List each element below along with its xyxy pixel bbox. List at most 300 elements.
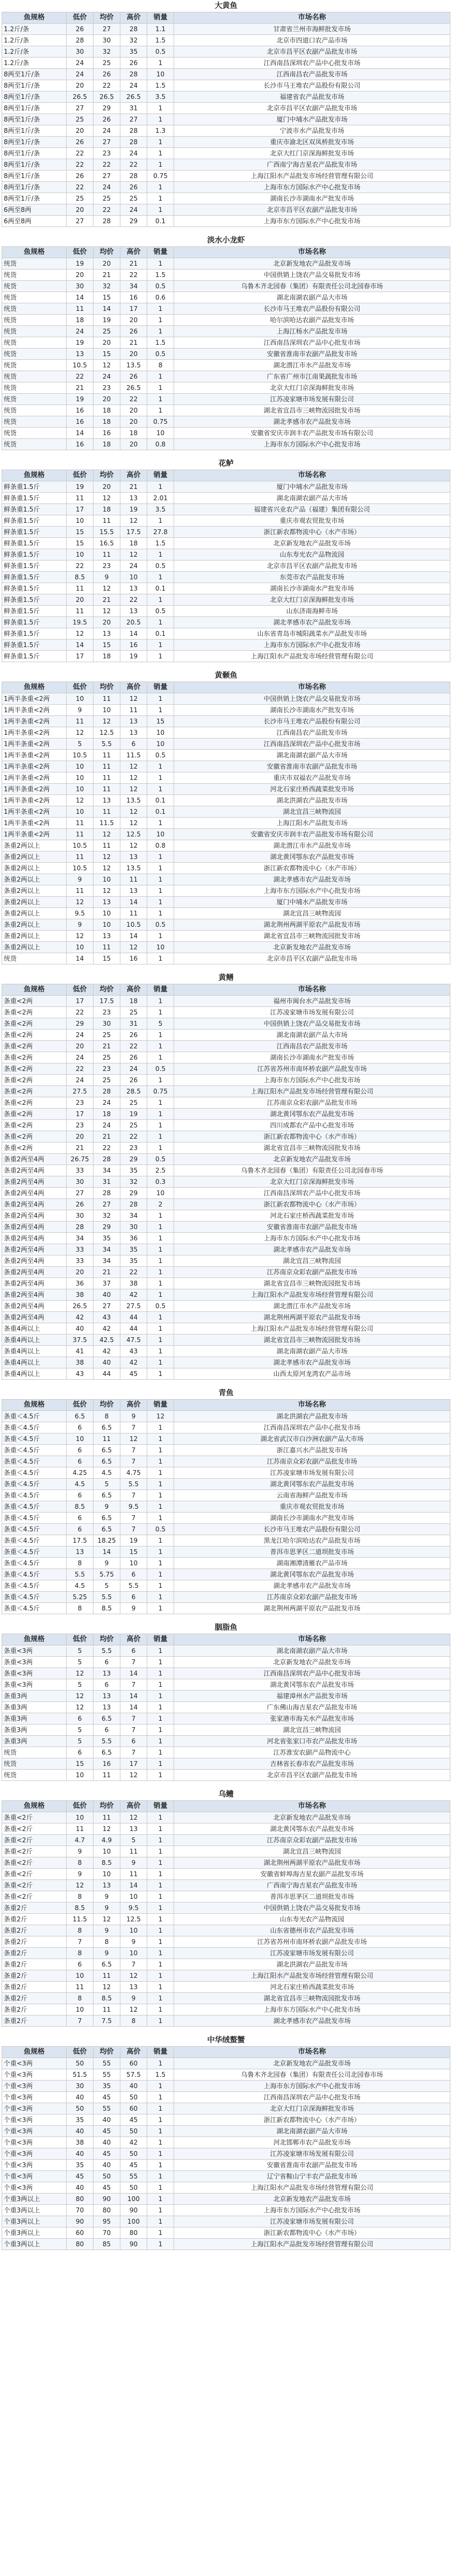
volume-cell: 2.5: [147, 1165, 174, 1176]
market-name-cell: 湖北孝感市农产品批发市场: [174, 416, 450, 428]
table-row: [2, 795, 450, 806]
volume-cell: 1: [147, 851, 174, 863]
high-price-cell: 9: [120, 1603, 147, 1614]
avg-price-cell: 14: [94, 1546, 120, 1558]
table-row: [2, 394, 450, 405]
spec-cell: 个重<3两: [2, 2081, 67, 2092]
low-price-cell: 51.5: [67, 2069, 94, 2081]
avg-price-cell: 28: [94, 1188, 120, 1199]
market-name-cell: 湖南长沙市湖南水产批发市场: [174, 705, 450, 716]
avg-price-cell: 44: [94, 1368, 120, 1380]
market-name-cell: 浙江新农都物流中心（水产市场）: [174, 2227, 450, 2239]
price-table: [2, 1387, 450, 1614]
spec-cell: 条重3两: [2, 1736, 67, 1747]
market-name-cell: 安徽省淮南市农副产品批发市场: [174, 1222, 450, 1233]
high-price-cell: 13: [120, 716, 147, 727]
avg-price-cell: 30: [94, 35, 120, 46]
spec-cell: 个重<3两: [2, 2160, 67, 2171]
volume-cell: 1: [147, 897, 174, 908]
low-price-cell: 22: [67, 560, 94, 572]
market-name-cell: 山东寿光农产品物流园: [174, 549, 450, 560]
avg-price-cell: 13: [94, 1668, 120, 1679]
volume-cell: 1: [147, 1120, 174, 1131]
volume-cell: 1: [147, 1222, 174, 1233]
low-price-cell: 60: [67, 2227, 94, 2239]
spec-cell: 条重2斤: [2, 1970, 67, 1982]
volume-cell: 1: [147, 1736, 174, 1747]
market-name-cell: 湖北宜昌三峡物流园: [174, 806, 450, 818]
spec-cell: 条重＜4.5斤: [2, 1445, 67, 1456]
high-price-cell: 5: [120, 1835, 147, 1846]
high-price-cell: 7: [120, 1490, 147, 1501]
high-price-cell: 60: [120, 2103, 147, 2114]
high-price-cell: 90: [120, 2205, 147, 2216]
spec-cell: 条重2两至4两: [2, 1210, 67, 1222]
spec-cell: 1两半条重<2两: [2, 806, 67, 818]
low-price-cell: 33: [67, 1165, 94, 1176]
avg-price-cell: 45: [94, 2092, 120, 2103]
avg-price-cell: 10: [94, 908, 120, 919]
volume-cell: 1.3: [147, 125, 174, 137]
low-price-cell: 8: [67, 1993, 94, 2004]
high-price-cell: 18: [120, 428, 147, 439]
header-row: [2, 2047, 450, 2058]
avg-price-cell: 18: [94, 651, 120, 662]
table-row: [2, 1713, 450, 1725]
table-row: [2, 919, 450, 931]
avg-price-cell: 70: [94, 2227, 120, 2239]
market-name-cell: 湖南长沙市湖南水产批发市场: [174, 1513, 450, 1524]
market-name-cell: 河北石家庄桥西蔬菜批发市场: [174, 784, 450, 795]
market-name-cell: 湖北黄冈鄂东农产品批发市场: [174, 851, 450, 863]
market-name-cell: 山西太原河龙湾农产品市场: [174, 1368, 450, 1380]
market-name-cell: 甘肃省兰州市海鲜批发市场: [174, 24, 450, 35]
avg-price-cell: 32: [94, 1210, 120, 1222]
volume-cell: 0.5: [147, 560, 174, 572]
table-row: [2, 1267, 450, 1278]
volume-cell: 2.01: [147, 493, 174, 504]
spec-cell: 统货: [2, 405, 67, 416]
avg-price-cell: 23: [94, 148, 120, 159]
volume-cell: 1: [147, 2148, 174, 2160]
market-name-cell: 上海江阳水产品批发市场经营管理有限公司: [174, 1970, 450, 1982]
volume-cell: 1: [147, 1456, 174, 1467]
avg-price-cell: 6: [94, 1725, 120, 1736]
table-row: [2, 1914, 450, 1925]
market-name-cell: 乌鲁木齐北园春（集团）有限责任公司北园春市场: [174, 1165, 450, 1176]
low-price-cell: 24: [67, 326, 94, 337]
high-price-cell: 60: [120, 2058, 147, 2069]
high-price-cell: 24: [120, 560, 147, 572]
avg-price-cell: 34: [94, 1255, 120, 1267]
volume-cell: 1: [147, 1857, 174, 1869]
low-price-cell: 38: [67, 1357, 94, 1368]
volume-cell: 1: [147, 2194, 174, 2205]
table-row: [2, 303, 450, 315]
avg-price-cell: 27: [94, 1199, 120, 1210]
volume-cell: 1: [147, 2016, 174, 2027]
market-name-cell: 湖南湘潭清雁农产品市场: [174, 1558, 450, 1569]
table-row: [2, 2058, 450, 2069]
low-price-cell: 11: [67, 303, 94, 315]
column-header: 高价: [120, 247, 147, 258]
table-row: [2, 382, 450, 394]
low-price-cell: 14: [67, 292, 94, 303]
low-price-cell: 15: [67, 538, 94, 549]
spec-cell: 条重＜4.5斤: [2, 1592, 67, 1603]
low-price-cell: 24: [67, 1075, 94, 1086]
table-row: [2, 1255, 450, 1267]
spec-cell: 条重＜4.5斤: [2, 1479, 67, 1490]
table-row: [2, 1592, 450, 1603]
high-price-cell: 21: [120, 481, 147, 493]
avg-price-cell: 13: [94, 931, 120, 942]
market-name-cell: 湖北南湖农副产品大市场: [174, 493, 450, 504]
low-price-cell: 6: [67, 1445, 94, 1456]
volume-cell: 0.5: [147, 750, 174, 761]
volume-cell: 1: [147, 193, 174, 204]
table-row: [2, 1018, 450, 1030]
avg-price-cell: 24: [94, 1097, 120, 1109]
table-row: [2, 1188, 450, 1199]
spec-cell: 条重2两以上: [2, 863, 67, 874]
low-price-cell: 8: [67, 1891, 94, 1903]
volume-cell: 1: [147, 617, 174, 628]
market-name-cell: 湖北省宜昌市三峡物流园批发市场: [174, 1993, 450, 2004]
avg-price-cell: 11: [94, 515, 120, 527]
high-price-cell: 8: [120, 2016, 147, 2027]
market-name-cell: 厦门中埔水产品批发市场: [174, 897, 450, 908]
avg-price-cell: 27: [94, 24, 120, 35]
table-row: [2, 2171, 450, 2182]
avg-price-cell: 28: [94, 1154, 120, 1165]
table-row: [2, 148, 450, 159]
spec-cell: 条重2斤: [2, 1982, 67, 1993]
market-name-cell: 山东济南海鲜市场: [174, 606, 450, 617]
low-price-cell: 12: [67, 1702, 94, 1713]
high-price-cell: 14: [120, 1691, 147, 1702]
table-row: [2, 1535, 450, 1546]
spec-cell: 8两至1斤/条: [2, 159, 67, 171]
table-row: [2, 1736, 450, 1747]
table-row: [2, 1142, 450, 1154]
volume-cell: 1: [147, 1657, 174, 1668]
avg-price-cell: 24: [94, 1120, 120, 1131]
low-price-cell: 10: [67, 772, 94, 784]
low-price-cell: 15: [67, 1758, 94, 1770]
low-price-cell: 40: [67, 2148, 94, 2160]
high-price-cell: 6: [120, 1645, 147, 1657]
table-row: [2, 538, 450, 549]
avg-price-cell: 40: [94, 2160, 120, 2171]
volume-cell: 1: [147, 2126, 174, 2137]
volume-cell: 1: [147, 1702, 174, 1713]
high-price-cell: 19: [120, 504, 147, 515]
volume-cell: 0.1: [147, 583, 174, 594]
volume-cell: 1: [147, 1936, 174, 1948]
table-row: [2, 371, 450, 382]
avg-price-cell: 6.5: [94, 1524, 120, 1535]
table-row: [2, 1289, 450, 1301]
volume-cell: 1: [147, 640, 174, 651]
high-price-cell: 50: [120, 2126, 147, 2137]
spec-cell: 8两至1斤/条: [2, 125, 67, 137]
volume-cell: 1: [147, 159, 174, 171]
avg-price-cell: 29: [94, 1222, 120, 1233]
volume-cell: 1: [147, 1603, 174, 1614]
avg-price-cell: 34: [94, 1165, 120, 1176]
market-name-cell: 江苏凌家塘市场发展有限公司: [174, 1467, 450, 1479]
column-header: 高价: [120, 984, 147, 996]
volume-cell: 0.1: [147, 628, 174, 640]
avg-price-cell: 27: [94, 1301, 120, 1312]
high-price-cell: 16: [120, 292, 147, 303]
spec-cell: 个重<3两: [2, 2069, 67, 2081]
high-price-cell: 11: [120, 874, 147, 885]
spec-cell: 条重<2两: [2, 1018, 67, 1030]
low-price-cell: 33: [67, 1244, 94, 1255]
table-row: [2, 2182, 450, 2194]
spec-cell: 条重2两至4两: [2, 1267, 67, 1278]
volume-cell: 0.5: [147, 281, 174, 292]
avg-price-cell: 23: [94, 1007, 120, 1018]
avg-price-cell: 9: [94, 572, 120, 583]
table-row: [2, 1524, 450, 1535]
market-name-cell: 江西南昌深圳农产品中心批发市场: [174, 58, 450, 69]
avg-price-cell: 11: [94, 1434, 120, 1445]
high-price-cell: 26: [120, 326, 147, 337]
high-price-cell: 18: [120, 538, 147, 549]
spec-cell: 条重＜4.5斤: [2, 1558, 67, 1569]
avg-price-cell: 22: [94, 159, 120, 171]
low-price-cell: 18: [67, 315, 94, 326]
spec-cell: 鲜条重1.5斤: [2, 481, 67, 493]
low-price-cell: 11: [67, 493, 94, 504]
column-header: 鱼规格: [2, 1634, 67, 1645]
table-row: [2, 428, 450, 439]
spec-cell: 统货: [2, 428, 67, 439]
avg-price-cell: 5.5: [94, 739, 120, 750]
market-name-cell: 浙江新农都物流中心（水产市场）: [174, 527, 450, 538]
volume-cell: 0.5: [147, 1301, 174, 1312]
high-price-cell: 35: [120, 1244, 147, 1255]
high-price-cell: 14: [120, 1702, 147, 1713]
volume-cell: 15: [147, 716, 174, 727]
table-row: [2, 1823, 450, 1835]
market-name-cell: 湖北宜昌三峡物流园: [174, 1846, 450, 1857]
low-price-cell: 30: [67, 1210, 94, 1222]
table-row: [2, 137, 450, 148]
column-header: 鱼规格: [2, 247, 67, 258]
avg-price-cell: 13: [94, 628, 120, 640]
avg-price-cell: 12: [94, 360, 120, 371]
market-name-cell: 北京新发地农产品批发市场: [174, 2194, 450, 2205]
low-price-cell: 6: [67, 1524, 94, 1535]
avg-price-cell: 23: [94, 1063, 120, 1075]
high-price-cell: 20: [120, 439, 147, 450]
table-row: [2, 1936, 450, 1948]
low-price-cell: 8.5: [67, 1501, 94, 1513]
spec-cell: 条重2两至4两: [2, 1154, 67, 1165]
header-row: [2, 984, 450, 996]
volume-cell: 1: [147, 1097, 174, 1109]
column-header: 市场名称: [174, 984, 450, 996]
avg-price-cell: 18: [94, 439, 120, 450]
high-price-cell: 22: [120, 394, 147, 405]
avg-price-cell: 29: [94, 103, 120, 114]
table-row: [2, 1580, 450, 1592]
low-price-cell: 35: [67, 2114, 94, 2126]
low-price-cell: 8: [67, 1558, 94, 1569]
low-price-cell: 45: [67, 2171, 94, 2182]
table-row: [2, 2216, 450, 2227]
column-header: 鱼规格: [2, 470, 67, 481]
market-name-cell: 中国供销上饶农产品交易批发市场: [174, 269, 450, 281]
avg-price-cell: 35: [94, 2081, 120, 2092]
avg-price-cell: 85: [94, 2239, 120, 2250]
table-row: [2, 705, 450, 716]
spec-cell: 统货: [2, 281, 67, 292]
volume-cell: 1: [147, 303, 174, 315]
low-price-cell: 19: [67, 481, 94, 493]
spec-cell: 个重<3两: [2, 2114, 67, 2126]
high-price-cell: 47.5: [120, 1335, 147, 1346]
high-price-cell: 14: [120, 897, 147, 908]
low-price-cell: 20: [67, 1267, 94, 1278]
high-price-cell: 26: [120, 182, 147, 193]
market-name-cell: 辽宁省鞍山宁丰农产品批发市场: [174, 2171, 450, 2182]
table-row: [2, 1165, 450, 1176]
volume-cell: 1: [147, 1312, 174, 1323]
avg-price-cell: 13: [94, 795, 120, 806]
spec-cell: 1两半条重<2两: [2, 784, 67, 795]
table-row: [2, 2205, 450, 2216]
avg-price-cell: 12: [94, 493, 120, 504]
low-price-cell: 30: [67, 281, 94, 292]
avg-price-cell: 12: [94, 1823, 120, 1835]
column-header: 鱼规格: [2, 682, 67, 693]
market-name-cell: 中国供销上饶农产品交易批发市场: [174, 693, 450, 705]
table-row: [2, 416, 450, 428]
spec-cell: 鲜条重1.5斤: [2, 617, 67, 628]
table-row: [2, 772, 450, 784]
avg-price-cell: 22: [94, 1142, 120, 1154]
avg-price-cell: 6.5: [94, 1456, 120, 1467]
market-name-cell: 山东省德州市农产品批发市场: [174, 1925, 450, 1936]
market-name-cell: 浙江新农都物流中心（水产市场）: [174, 863, 450, 874]
market-name-cell: 湖北省宜昌市三峡物流园批发市场: [174, 1142, 450, 1154]
high-price-cell: 22: [120, 594, 147, 606]
high-price-cell: 10: [120, 572, 147, 583]
low-price-cell: 90: [67, 2216, 94, 2227]
spec-cell: 条重＜4.5斤: [2, 1490, 67, 1501]
avg-price-cell: 6.5: [94, 1747, 120, 1758]
high-price-cell: 32: [120, 1176, 147, 1188]
low-price-cell: 9: [67, 874, 94, 885]
table-row: [2, 2227, 450, 2239]
table-row: [2, 2160, 450, 2171]
spec-cell: 个重<3两: [2, 2148, 67, 2160]
spec-cell: 统货: [2, 953, 67, 964]
header-row: [2, 682, 450, 693]
market-name-cell: 上海江阳水产品批发市场经营管理有限公司: [174, 2182, 450, 2194]
market-name-cell: 安徽省安庆市润丰农产品批发市场有限公司: [174, 829, 450, 840]
low-price-cell: 26.5: [67, 91, 94, 103]
high-price-cell: 26: [120, 1052, 147, 1063]
high-price-cell: 9.5: [120, 1903, 147, 1914]
table-row: [2, 1210, 450, 1222]
low-price-cell: 7: [67, 2016, 94, 2027]
table-row: [2, 2081, 450, 2092]
avg-price-cell: 18: [94, 504, 120, 515]
column-header: 低价: [67, 682, 94, 693]
volume-cell: 1: [147, 2171, 174, 2182]
volume-cell: 10: [147, 69, 174, 80]
spec-cell: 条重3两: [2, 1702, 67, 1713]
avg-price-cell: 15.5: [94, 527, 120, 538]
spec-cell: 鲜条重1.5斤: [2, 527, 67, 538]
market-name-cell: 湖南长沙市湖南水产批发市场: [174, 193, 450, 204]
volume-cell: 1: [147, 1357, 174, 1368]
volume-cell: 0.1: [147, 806, 174, 818]
volume-cell: 1: [147, 2216, 174, 2227]
column-header: 销量: [147, 1634, 174, 1645]
volume-cell: 0.1: [147, 216, 174, 227]
high-price-cell: 12: [120, 1970, 147, 1982]
avg-price-cell: 6.5: [94, 1490, 120, 1501]
market-name-cell: 上海市东方国际水产中心批发市场: [174, 640, 450, 651]
volume-cell: 1: [147, 1725, 174, 1736]
table-row: [2, 2016, 450, 2027]
volume-cell: 1: [147, 705, 174, 716]
table-row: [2, 2004, 450, 2016]
low-price-cell: 5.5: [67, 1569, 94, 1580]
table-row: [2, 1948, 450, 1959]
high-price-cell: 45: [120, 2114, 147, 2126]
table-row: [2, 360, 450, 371]
high-price-cell: 12: [120, 515, 147, 527]
avg-price-cell: 45: [94, 2126, 120, 2137]
volume-cell: 1: [147, 931, 174, 942]
spec-cell: 统货: [2, 1770, 67, 1781]
table-row: [2, 1456, 450, 1467]
volume-cell: 1: [147, 1513, 174, 1524]
column-header: 市场名称: [174, 2047, 450, 2058]
table-row: [2, 1925, 450, 1936]
market-name-cell: 广东佛山海吉星农产品批发市场: [174, 1702, 450, 1713]
low-price-cell: 5: [67, 1679, 94, 1691]
avg-price-cell: 55: [94, 2103, 120, 2114]
market-name-cell: 吉林省长春市农产品批发市场: [174, 1758, 450, 1770]
avg-price-cell: 6.5: [94, 1713, 120, 1725]
avg-price-cell: 90: [94, 2194, 120, 2205]
market-name-cell: 北京市昌平区农副产品批发市场: [174, 560, 450, 572]
low-price-cell: 12: [67, 1880, 94, 1891]
avg-price-cell: 15: [94, 640, 120, 651]
spec-cell: 条重2两以上: [2, 908, 67, 919]
high-price-cell: 12: [120, 942, 147, 953]
volume-cell: 1: [147, 761, 174, 772]
low-price-cell: 13: [67, 349, 94, 360]
high-price-cell: 22: [120, 1131, 147, 1142]
high-price-cell: 22: [120, 1267, 147, 1278]
avg-price-cell: 13: [94, 1691, 120, 1702]
high-price-cell: 42: [120, 1357, 147, 1368]
table-row: [2, 35, 450, 46]
volume-cell: 1: [147, 693, 174, 705]
volume-cell: 1: [147, 1891, 174, 1903]
volume-cell: 1: [147, 953, 174, 964]
